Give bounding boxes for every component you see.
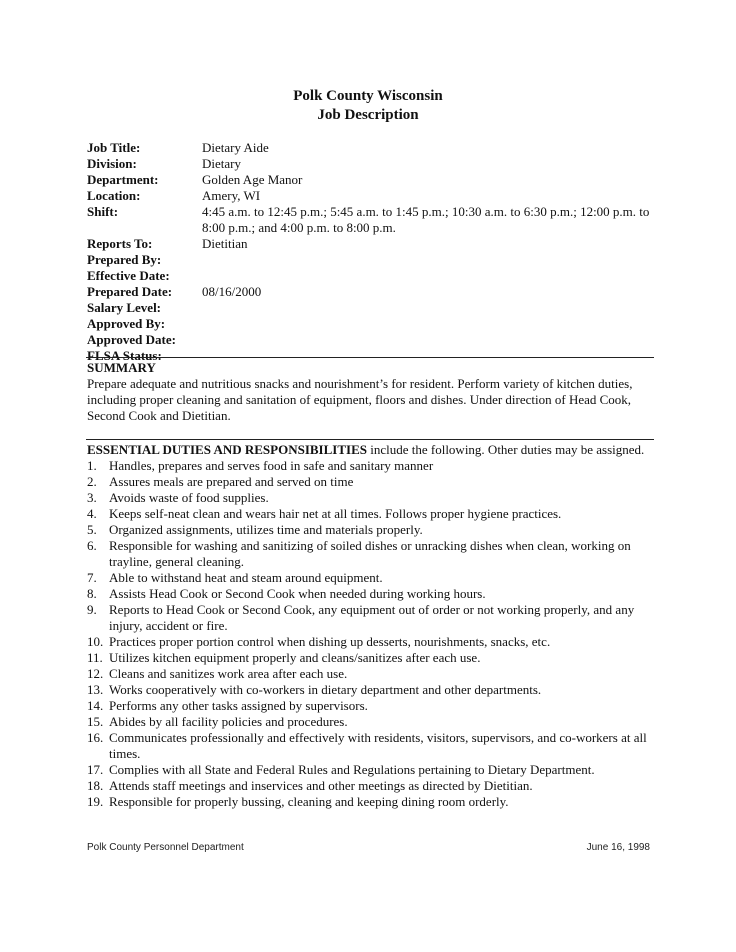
list-item — [87, 794, 653, 810]
list-item — [87, 586, 653, 602]
list-item-number: 9. — [87, 602, 97, 617]
footer-date: June 16, 1998 — [586, 842, 650, 853]
field-value: Golden Age Manor — [202, 172, 303, 187]
list-item-text: Organized assignments, utilizes time and materials properly. — [109, 522, 423, 537]
title-job-description: Job Description — [317, 107, 419, 123]
field-reports-to — [87, 236, 657, 252]
field-value — [202, 300, 657, 316]
job-fields — [87, 140, 657, 364]
field-value: Dietary — [202, 156, 241, 171]
field-value — [202, 316, 657, 332]
field-department — [87, 172, 657, 188]
list-item — [87, 650, 653, 666]
field-label: Reports To: — [87, 236, 153, 251]
list-item-number: 8. — [87, 586, 97, 601]
field-value: 4:45 a.m. to 12:45 p.m.; 5:45 a.m. to 1:45 p.m.; 10:30 a.m. to 6:30 p.m.; 12:00 p.m. to 8:00 p.m.; and 4:00 p.m. to 8:00 p.m. — [202, 204, 650, 235]
duties-section — [87, 442, 653, 810]
list-item-text: Complies with all State and Federal Rules and Regulations pertaining to Dietary Department. — [109, 762, 595, 777]
list-item-text: Assists Head Cook or Second Cook when needed during working hours. — [109, 586, 486, 601]
field-value: Dietitian — [202, 236, 248, 251]
list-item-number: 10. — [87, 634, 104, 649]
list-item — [87, 634, 653, 650]
list-item-text: Attends staff meetings and inservices and other meetings as directed by Dietitian. — [109, 778, 533, 793]
list-item-number: 7. — [87, 570, 97, 585]
field-salary-level — [87, 300, 657, 316]
list-item-number: 1. — [87, 458, 97, 473]
list-item — [87, 506, 653, 522]
list-item-number: 11. — [87, 650, 103, 665]
field-label: Approved By: — [87, 316, 166, 331]
list-item-number: 13. — [87, 682, 104, 697]
list-item — [87, 538, 653, 570]
list-item-text: Cleans and sanitizes work area after each use. — [109, 666, 348, 681]
document-title — [0, 87, 736, 125]
list-item — [87, 474, 653, 490]
field-value — [202, 252, 657, 268]
field-value: 08/16/2000 — [202, 284, 262, 299]
list-item-number: 6. — [87, 538, 97, 553]
list-item-number: 16. — [87, 730, 104, 745]
field-label: Shift: — [87, 204, 119, 219]
list-item — [87, 778, 653, 794]
list-item-number: 15. — [87, 714, 104, 729]
list-item — [87, 458, 653, 474]
list-item — [87, 522, 653, 538]
field-label: Location: — [87, 188, 141, 203]
list-item-text: Works cooperatively with co-workers in dietary department and other departments. — [109, 682, 542, 697]
list-item — [87, 602, 653, 634]
list-item-text: Keeps self-neat clean and wears hair net at all times. Follows proper hygiene practices. — [109, 506, 562, 521]
summary-divider — [86, 357, 654, 358]
field-location — [87, 188, 657, 204]
list-item-number: 4. — [87, 506, 97, 521]
list-item-text: Responsible for properly bussing, cleaning and keeping dining room orderly. — [109, 794, 509, 809]
field-value: Amery, WI — [202, 188, 261, 203]
field-division — [87, 156, 657, 172]
field-label: Salary Level: — [87, 300, 162, 315]
duties-heading: ESSENTIAL DUTIES AND RESPONSIBILITIES — [87, 442, 367, 457]
list-item — [87, 730, 653, 762]
field-label: FLSA Status: — [87, 348, 162, 363]
field-label: Effective Date: — [87, 268, 170, 283]
list-item-text: Communicates professionally and effectively with residents, visitors, supervisors, and co-workers at all times. — [109, 730, 647, 761]
list-item-text: Reports to Head Cook or Second Cook, any equipment out of order or not working properly, and any injury, accident or fire. — [109, 602, 635, 633]
summary-heading: SUMMARY — [87, 360, 156, 375]
field-prepared-by — [87, 252, 657, 268]
duties-intro — [87, 442, 653, 458]
list-item — [87, 570, 653, 586]
field-value — [202, 268, 657, 284]
duties-list — [87, 458, 653, 810]
duties-intro-text: include the following. Other duties may be assigned. — [366, 442, 645, 457]
field-approved-date — [87, 332, 657, 348]
list-item-text: Utilizes kitchen equipment properly and cleans/sanitizes after each use. — [109, 650, 481, 665]
list-item-text: Assures meals are prepared and served on time — [109, 474, 354, 489]
list-item-number: 19. — [87, 794, 104, 809]
list-item — [87, 698, 653, 714]
footer-department: Polk County Personnel Department — [87, 842, 244, 853]
list-item-text: Avoids waste of food supplies. — [109, 490, 269, 505]
field-label: Division: — [87, 156, 137, 171]
list-item-number: 14. — [87, 698, 104, 713]
field-approved-by — [87, 316, 657, 332]
list-item-text: Performs any other tasks assigned by supervisors. — [109, 698, 368, 713]
list-item-number: 3. — [87, 490, 97, 505]
field-job-title — [87, 140, 657, 156]
list-item — [87, 714, 653, 730]
list-item-text: Handles, prepares and serves food in safe and sanitary manner — [109, 458, 434, 473]
list-item — [87, 682, 653, 698]
list-item-text: Abides by all facility policies and procedures. — [109, 714, 348, 729]
field-label: Department: — [87, 172, 159, 187]
duties-divider — [86, 439, 654, 440]
field-value: Dietary Aide — [202, 140, 269, 155]
list-item-text: Able to withstand heat and steam around equipment. — [109, 570, 383, 585]
list-item-text: Responsible for washing and sanitizing of soiled dishes or unracking dishes when clean, working on trayline, general cleaning. — [109, 538, 631, 569]
field-label: Prepared By: — [87, 252, 162, 267]
list-item-number: 18. — [87, 778, 104, 793]
field-label: Approved Date: — [87, 332, 176, 347]
list-item-number: 5. — [87, 522, 97, 537]
field-prepared-date — [87, 284, 657, 300]
list-item-number: 2. — [87, 474, 97, 489]
list-item-number: 12. — [87, 666, 104, 681]
list-item — [87, 762, 653, 778]
field-label: Prepared Date: — [87, 284, 173, 299]
list-item — [87, 490, 653, 506]
title-county: Polk County Wisconsin — [293, 88, 443, 104]
list-item-number: 17. — [87, 762, 104, 777]
summary-text: Prepare adequate and nutritious snacks and nourishment’s for resident. Perform variety of kitchen duties, including proper cleaning and sanitation of equipment, floors and dishes. Under direction of Head Cook, Second Cook and Dietitian. — [87, 376, 633, 423]
summary-section — [87, 360, 653, 424]
field-effective-date — [87, 268, 657, 284]
list-item — [87, 666, 653, 682]
field-value — [202, 332, 657, 348]
field-shift — [87, 204, 657, 236]
field-label: Job Title: — [87, 140, 141, 155]
list-item-text: Practices proper portion control when dishing up desserts, nourishments, snacks, etc. — [109, 634, 551, 649]
